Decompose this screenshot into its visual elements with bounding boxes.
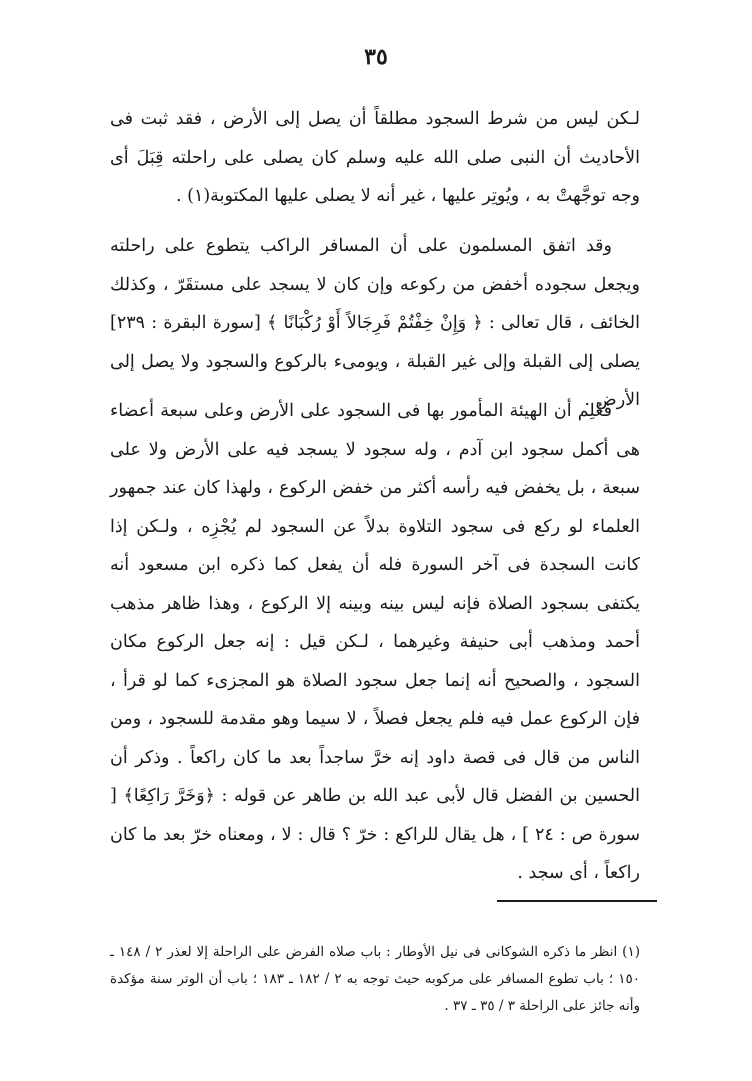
paragraph-1: لـكن ليس من شرط السجود مطلقاً أن يصل إلى الأرض ، فقد ثبت فى الأحاديث أن النبى صلى الله عليه وسلم كان يصلى على راحلته قِبَلَ أى وجه توجَّهتْ به ، ويُوتِر عليها ، غير أنه لا يصلى عليها المكتوبة(١) . — [110, 109, 640, 206]
paragraph-3: فعُلِم أن الهيئة المأمور بها فى السجود على الأرض وعلى سبعة أعضاء هى أكمل سجود ابن آدم ، وله سجود لا يسجد فيه على الأرض ولا على سبعة ، بل يخفض فيه رأسه أكثر من خفض الركوع ، ولهذا كان عند جمهور العلماء لو ركع فى سجود التلاوة بدلاً عن السجود لم يُجْزِه ، ولـكن إذا كانت السجدة فى آخر السورة فله أن يفعل كما ذكره ابن مسعود أنه يكتفى بسجود الصلاة فإنه ليس بينه وبينه إلا الركوع ، وهذا ظاهر مذهب أحمد ومذهب أبى حنيفة وغيرهما ، لـكن قيل : إنه جعل الركوع مكان السجود ، والصحيح أنه إنما جعل سجود الصلاة هو المجزىء كما لو قرأ ، فإن الركوع عمل فيه فلم يجعل فصلاً ، لا سيما وهو مقدمة للسجود ، ومن الناس من قال فى قصة داود إنه خرَّ ساجداً بعد ما كان راكعاً . وذكر أن الحسين بن الفضل قال لأبى عبد الله بن طاهر عن قوله : ﴿وَخَرَّ رَاكِعًا﴾ [ سورة ص : ٢٤ ] ، هل يقال للراكع : خرّ ؟ قال : لا ، ومعناه خرّ بعد ما كان راكعاً ، أى سجد . — [110, 401, 640, 883]
paragraph-2: وقد اتفق المسلمون على أن المسافر الراكب يتطوع على راحلته ويجعل سجوده أخفض من ركوعه وإن كان لا يسجد على مستقَرّ ، وكذلك الخائف ، قال تعالى : ﴿ وَإِنْ خِفْتُمْ فَرِجَالاً أَوْ رُكْبَانًا ﴾ [سورة البقرة : ٢٣٩] يصلى إلى القبلة وإلى غير القبلة ، ويومىء بالركوع والسجود ولا يصل إلى الأرض . — [110, 236, 640, 410]
footnote-divider — [497, 900, 657, 902]
page-number: ٣٥ — [364, 44, 388, 70]
footnote: (١) انظر ما ذكره الشوكانى فى نيل الأوطار : باب صلاه الفرض على الراحلة إلا لعذر ٢ / ١٤٨ ـ ١٥٠ ؛ باب تطوع المسافر على مركوبه حيث توجه به ٢ / ١٨٢ ـ ١٨٣ ؛ باب أن الوتر سنة مؤكدة وأنه جائز على الراحلة ٣ / ٣٥ ـ ٣٧ . — [110, 943, 640, 1014]
